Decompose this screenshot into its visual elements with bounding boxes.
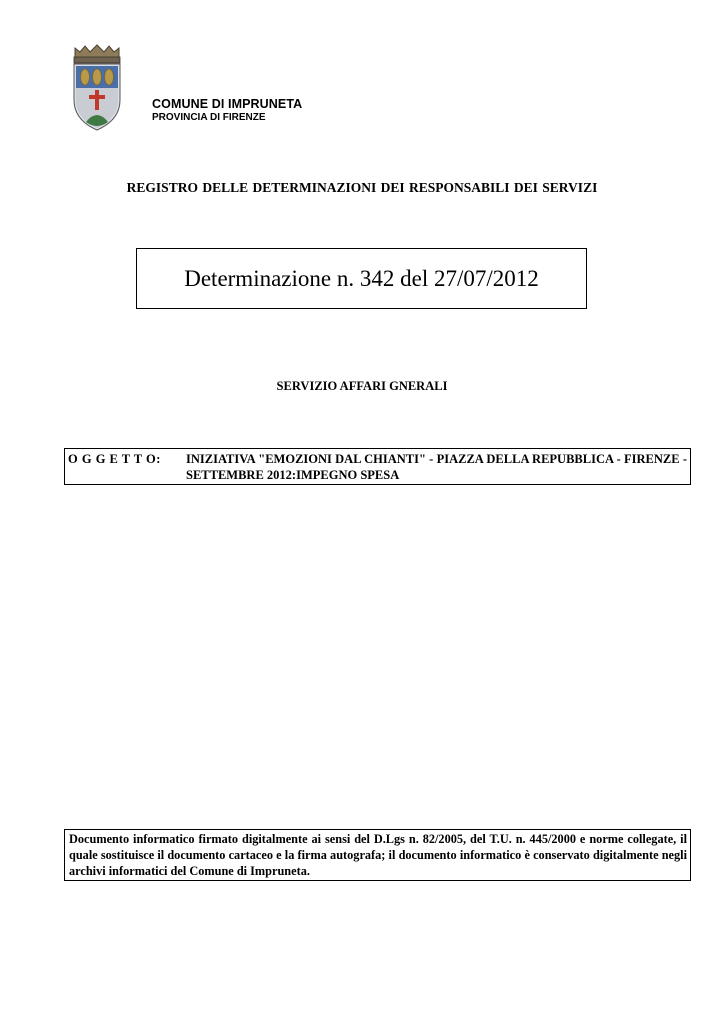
subject-box xyxy=(64,448,691,485)
determination-title: Determinazione n. 342 del 27/07/2012 xyxy=(184,265,539,291)
crown-shape xyxy=(75,45,119,58)
coat-of-arms-icon xyxy=(70,44,124,132)
cross-horizontal xyxy=(89,95,105,99)
service-name: SERVIZIO AFFARI GNERALI xyxy=(276,379,448,393)
municipality-name: COMUNE DI IMPRUNETA xyxy=(152,97,303,111)
determination-box xyxy=(136,248,587,309)
crown-band xyxy=(74,57,120,63)
subject-text: INIZIATIVA "EMOZIONI DAL CHIANTI" - PIAZZA DELLA REPUBBLICA - FIRENZE - SETTEMBRE 2012:IMPEGNO SPESA xyxy=(186,452,687,482)
digital-signature-notice: Documento informatico firmato digitalmente ai sensi del D.Lgs n. 82/2005, del T.U. n. 445/2000 e norme collegate, il quale sostituisce il documento cartaceo e la firma autografa; il documento informatico è conservato digitalmente negli archivi informatici del Comune di Impruneta. xyxy=(64,829,691,881)
gold-oval-2 xyxy=(93,69,102,85)
cross-vertical xyxy=(95,90,99,110)
gold-oval-3 xyxy=(105,69,114,85)
province-name: PROVINCIA DI FIRENZE xyxy=(152,112,266,123)
gold-oval-1 xyxy=(81,69,90,85)
header-organization xyxy=(152,97,302,124)
registry-title: REGISTRO DELLE DETERMINAZIONI DEI RESPONSABILI DEI SERVIZI xyxy=(126,180,598,195)
subject-label: O G G E T T O: xyxy=(68,452,161,466)
